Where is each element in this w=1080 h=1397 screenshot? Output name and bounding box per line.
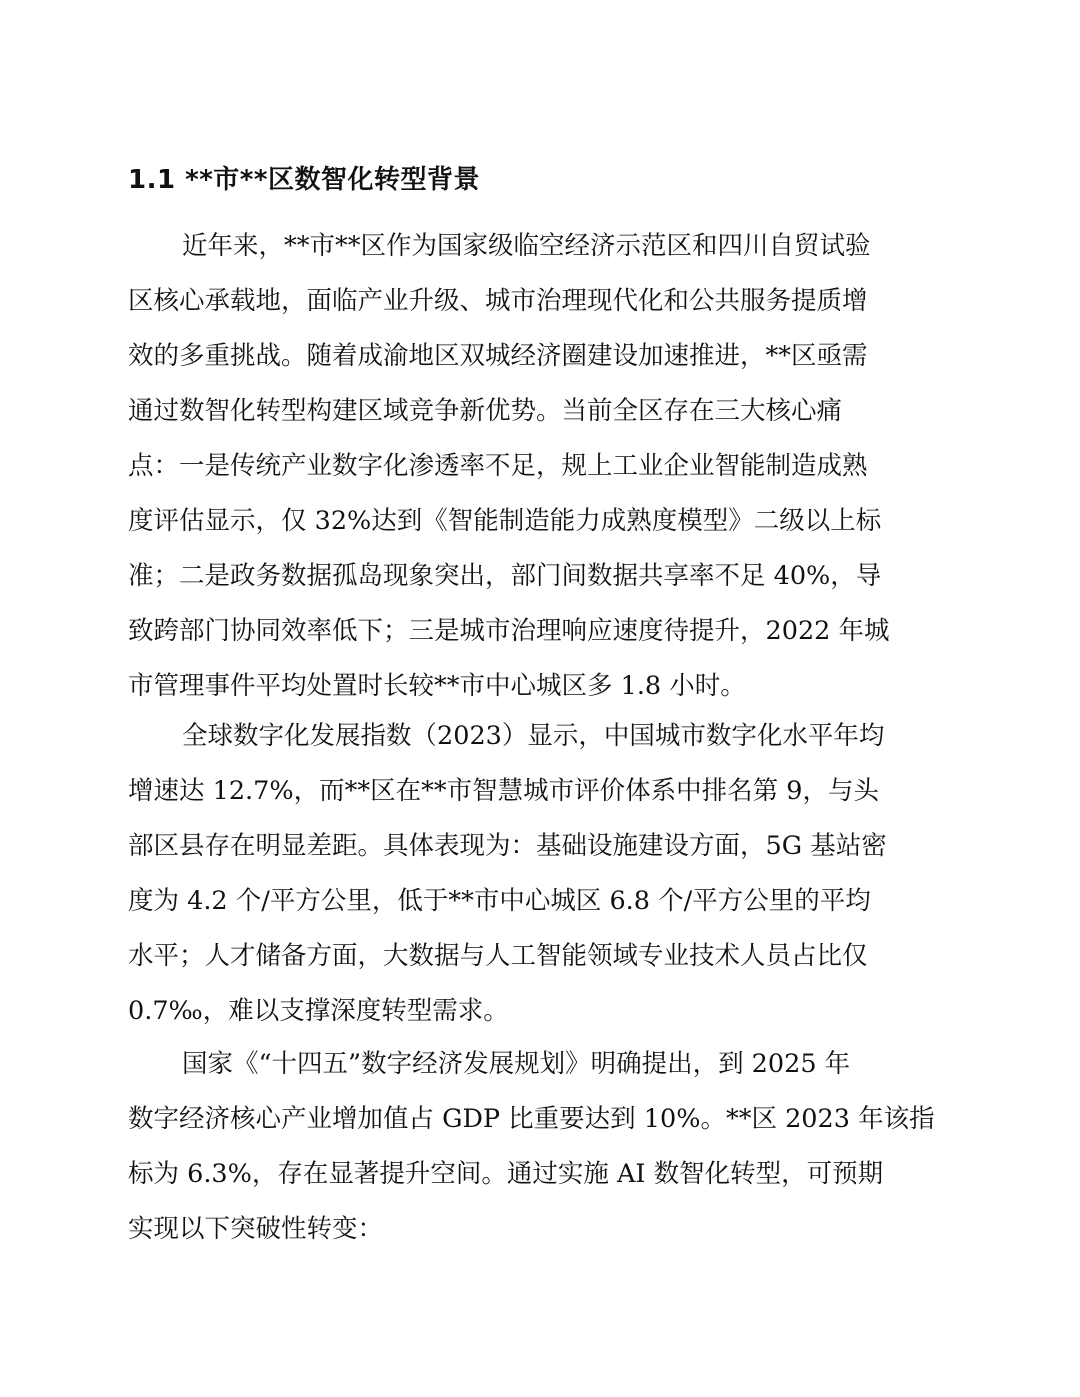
paragraph-2-line-1: 全球数字化发展指数（2023）显示，中国城市数字化水平年均 xyxy=(182,721,885,751)
paragraph-3-line-1: 国家《“十四五”数字经济发展规划》明确提出，到 2025 年 xyxy=(182,1049,851,1079)
paragraph-1-line-8: 致跨部门协同效率低下；三是城市治理响应速度待提升，2022 年城 xyxy=(128,616,890,646)
paragraph-2-line-5: 水平；人才储备方面，大数据与人工智能领域专业技术人员占比仅 xyxy=(128,941,868,971)
paragraph-1-line-7: 准；二是政务数据孤岛现象突出，部门间数据共享率不足 40%，导 xyxy=(128,561,882,591)
paragraph-1-line-2: 区核心承载地，面临产业升级、城市治理现代化和公共服务提质增 xyxy=(128,286,868,316)
paragraph-2-line-4: 度为 4.2 个/平方公里，低于**市中心城区 6.8 个/平方公里的平均 xyxy=(128,886,871,916)
paragraph-3-line-4: 实现以下突破性转变： xyxy=(128,1214,384,1244)
section-heading: 1.1 **市**区数智化转型背景 xyxy=(128,165,480,195)
paragraph-2-line-2: 增速达 12.7%，而**区在**市智慧城市评价体系中排名第 9，与头 xyxy=(128,776,879,806)
paragraph-2-line-3: 部区县存在明显差距。具体表现为：基础设施建设方面，5G 基站密 xyxy=(128,831,887,861)
paragraph-1-line-9: 市管理事件平均处置时长较**市中心城区多 1.8 小时。 xyxy=(128,671,746,701)
paragraph-1-line-3: 效的多重挑战。随着成渝地区双城经济圈建设加速推进，**区亟需 xyxy=(128,341,868,371)
paragraph-2-line-6: 0.7‰，难以支撑深度转型需求。 xyxy=(128,996,509,1026)
paragraph-3-line-2: 数字经济核心产业增加值占 GDP 比重要达到 10%。**区 2023 年该指 xyxy=(128,1104,935,1134)
paragraph-1-line-4: 通过数智化转型构建区域竞争新优势。当前全区存在三大核心痛 xyxy=(128,396,843,426)
paragraph-1-line-1: 近年来，**市**区作为国家级临空经济示范区和四川自贸试验 xyxy=(182,231,871,261)
paragraph-1-line-5: 点：一是传统产业数字化渗透率不足，规上工业企业智能制造成熟 xyxy=(128,451,868,481)
paragraph-1-line-6: 度评估显示，仅 32%达到《智能制造能力成熟度模型》二级以上标 xyxy=(128,506,882,536)
paragraph-3-line-3: 标为 6.3%，存在显著提升空间。通过实施 AI 数智化转型，可预期 xyxy=(128,1159,884,1189)
